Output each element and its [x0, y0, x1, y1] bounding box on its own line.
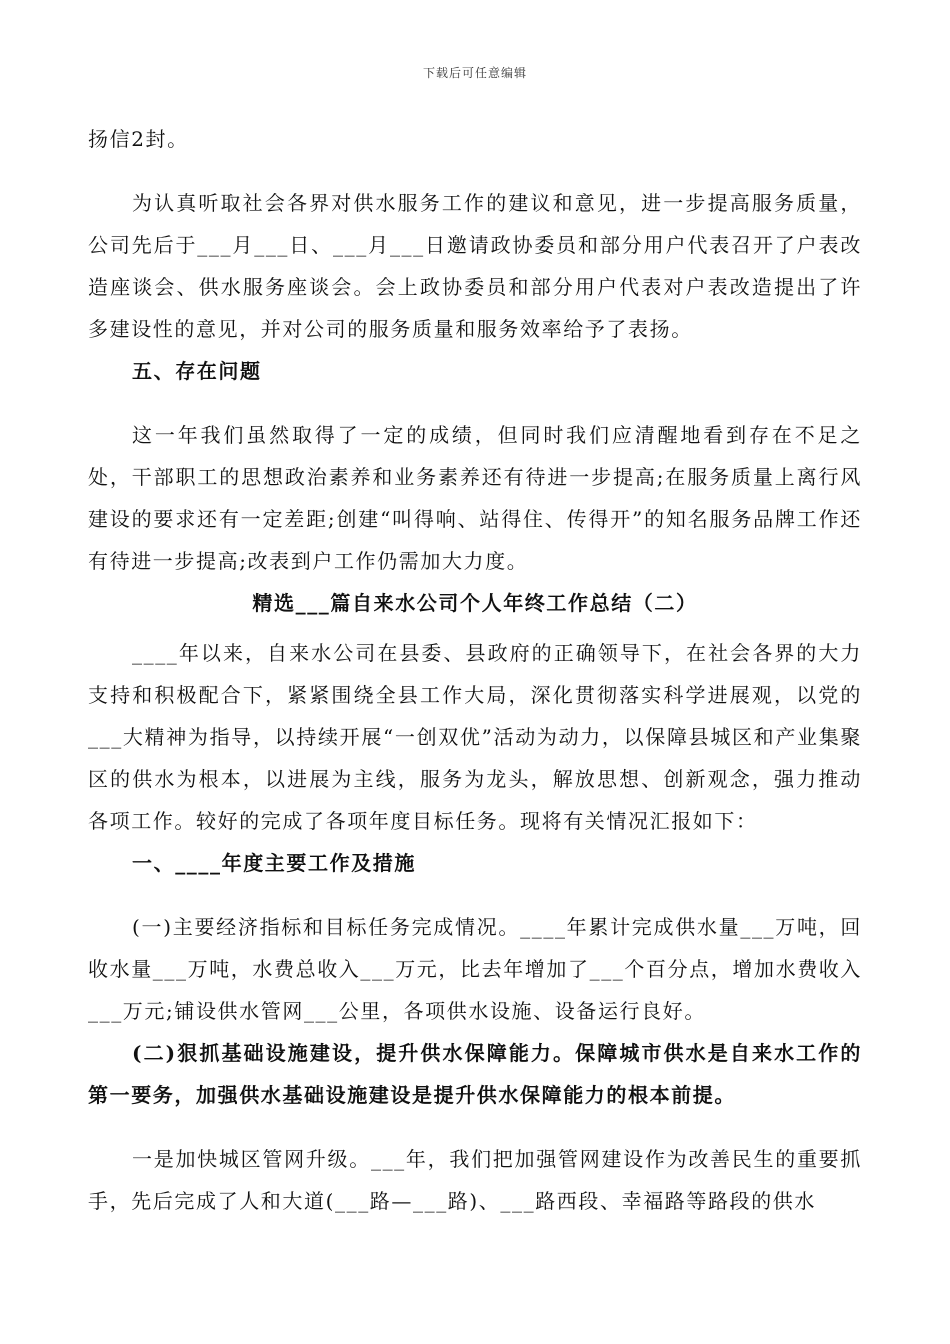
article-title: 精选___篇自来水公司个人年终工作总结（二）	[252, 591, 698, 615]
document-body	[88, 118, 862, 1222]
header-note: 下载后可任意编辑	[422, 66, 527, 80]
paragraph-feedback-meetings: 为认真听取社会各界对供水服务工作的建议和意见，进一步提高服务质量，公司先后于___月___日、___月___日邀请政协委员和部分用户代表召开了户表改造座谈会、供水服务座谈会。会上政协委员和部分用户代表对户表改造提出了许多建设性的意见，并对公司的服务质量和服务效率给予了表扬。	[88, 191, 862, 341]
paragraph-economic-indicators: (一)主要经济指标和目标任务完成情况。____年累计完成供水量___万吨，回收水量___万吨，水费总收入___万元，比去年增加了___个百分点，增加水费收入___万元;铺设供水管网___公里，各项供水设施、设备运行良好。	[88, 915, 862, 1023]
paragraph-continuation: 扬信2封。	[88, 127, 189, 151]
section-heading-main-work: 一、____年度主要工作及措施	[132, 851, 416, 875]
paragraph-pipe-network: 一是加快城区管网升级。___年，我们把加强管网建设作为改善民生的重要抓手，先后完成了人和大道(___路—___路)、___路西段、幸福路等路段的供水	[88, 1147, 862, 1213]
paragraph-intro: ____年以来，自来水公司在县委、县政府的正确领导下，在社会各界的大力支持和积极配合下，紧紧围绕全县工作大局，深化贯彻落实科学进展观，以党的___大精神为指导，以持续开展“一创双优”活动为动力，以保障县城区和产业集聚区的供水为根本，以进展为主线，服务为龙头，解放思想、创新观念，强力推动各项工作。较好的完成了各项年度目标任务。现将有关情况汇报如下：	[88, 641, 862, 833]
section-heading-problems: 五、存在问题	[132, 359, 262, 383]
paragraph-problems: 这一年我们虽然取得了一定的成绩，但同时我们应清醒地看到存在不足之处，干部职工的思想政治素养和业务素养还有待进一步提高;在服务质量上离行风建设的要求还有一定差距;创建“叫得响、站得住、传得开”的知名服务品牌工作还有待进一步提高;改表到户工作仍需加大力度。	[88, 423, 862, 573]
paragraph-infrastructure: (二)狠抓基础设施建设，提升供水保障能力。保障城市供水是自来水工作的第一要务，加强供水基础设施建设是提升供水保障能力的根本前提。	[88, 1041, 862, 1107]
